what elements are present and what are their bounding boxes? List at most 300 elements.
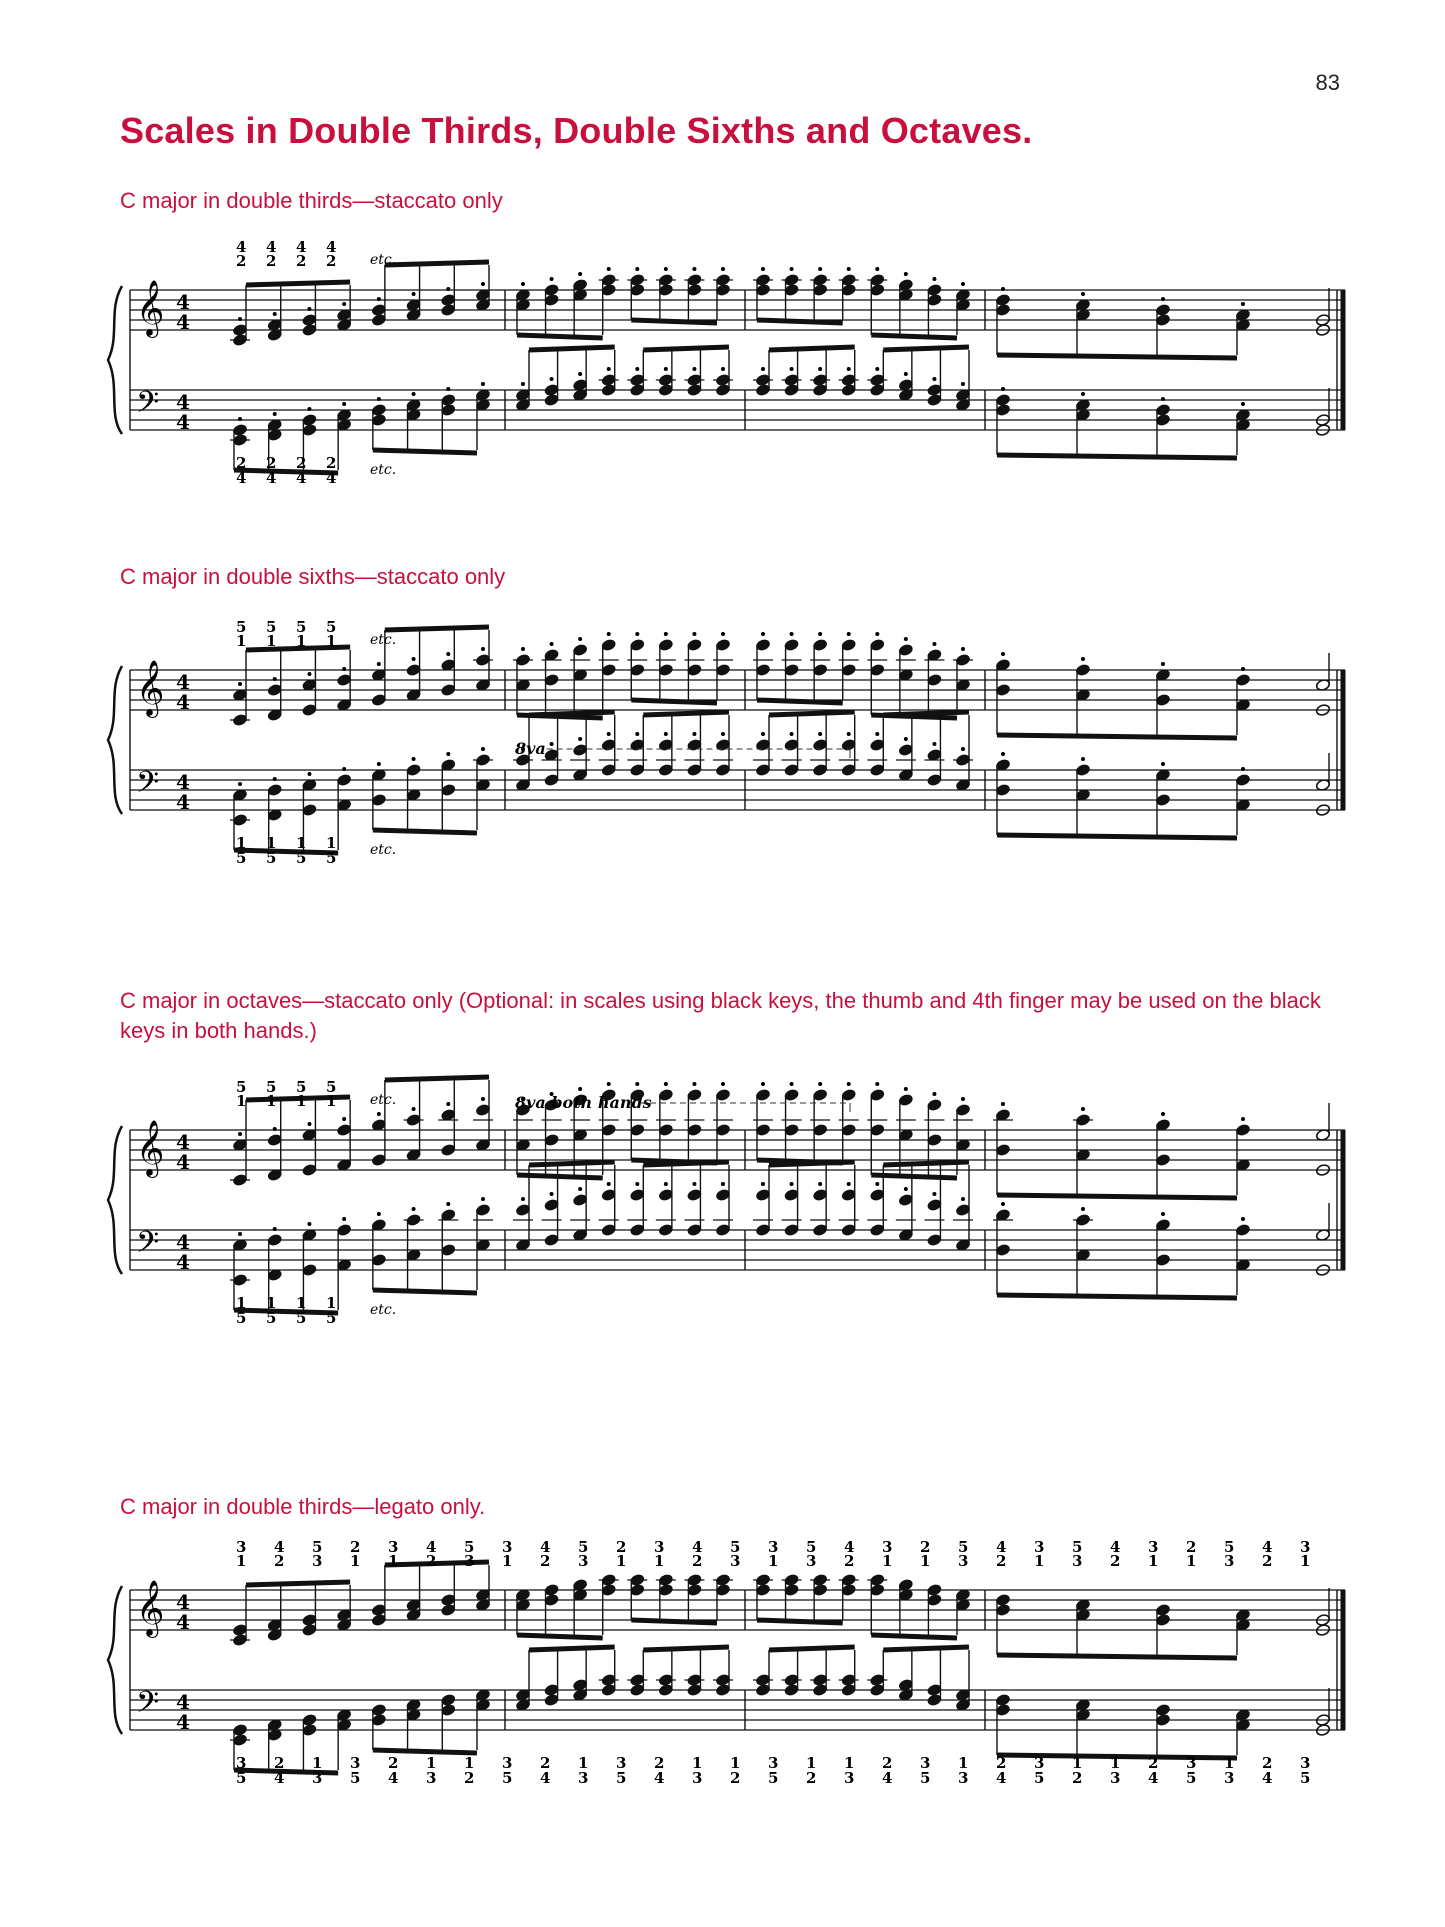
fingering-bottom: 4 <box>274 1769 285 1787</box>
etc-mark: etc. <box>370 1302 397 1318</box>
staccato-dot <box>818 1182 822 1186</box>
staccato-dot <box>342 667 346 671</box>
staccato-dot <box>790 1182 794 1186</box>
fingering-top: 1 <box>350 1552 361 1570</box>
staccato-dot <box>761 732 765 736</box>
fingering-top: 5 <box>312 1538 323 1556</box>
staccato-dot <box>550 377 554 381</box>
staccato-dot <box>721 632 725 636</box>
staccato-dot <box>1161 662 1165 666</box>
fingering-top: 4 <box>236 238 247 256</box>
beam <box>871 335 957 338</box>
staccato-dot <box>273 312 277 316</box>
fingering-bottom: 1 <box>464 1754 475 1772</box>
fingering-bottom: 5 <box>1300 1769 1311 1787</box>
fingering-top: 3 <box>654 1538 665 1556</box>
caption-thirds-staccato: C major in double thirds—staccato only <box>120 188 503 213</box>
staccato-dot <box>1241 1217 1245 1221</box>
fingering-bottom: 3 <box>1300 1754 1311 1772</box>
fingering-top: 3 <box>806 1552 817 1570</box>
staccato-dot <box>273 777 277 781</box>
fingering-top: 5 <box>266 618 277 636</box>
beam <box>517 1635 603 1638</box>
staccato-dot <box>721 367 725 371</box>
staccato-dot <box>1161 1112 1165 1116</box>
beam <box>997 1295 1237 1298</box>
time-signature-bottom: 4 <box>176 310 190 334</box>
fingering-top: 2 <box>692 1552 703 1570</box>
time-signature-bottom: 4 <box>176 1610 190 1634</box>
fingering-bottom: 5 <box>350 1769 361 1787</box>
staccato-dot <box>1001 752 1005 756</box>
staccato-dot <box>932 1192 936 1196</box>
score-thirds-staccato <box>100 220 1350 487</box>
fingering-top: 3 <box>1300 1538 1311 1556</box>
fingering-bottom: 1 <box>296 1294 307 1312</box>
fingering-top: 3 <box>464 1552 475 1570</box>
fingering-top: 3 <box>502 1538 513 1556</box>
fingering-bottom: 3 <box>1186 1754 1197 1772</box>
fingering-top: 5 <box>326 1078 337 1096</box>
treble-clef-icon: 𝄞 <box>136 280 165 336</box>
staccato-dot <box>1241 402 1245 406</box>
time-signature-bottom: 4 <box>176 1250 190 1274</box>
fingering-top: 3 <box>1072 1552 1083 1570</box>
staccato-dot <box>1241 667 1245 671</box>
fingering-bottom: 1 <box>326 834 337 852</box>
fingering-bottom: 4 <box>1262 1769 1273 1787</box>
staccato-dot <box>692 1082 696 1086</box>
beam <box>631 700 717 703</box>
staccato-dot <box>932 642 936 646</box>
staccato-dot <box>238 417 242 421</box>
fingering-bottom: 3 <box>426 1769 437 1787</box>
fingering-top: 3 <box>768 1538 779 1556</box>
staccato-dot <box>481 382 485 386</box>
staccato-dot <box>578 272 582 276</box>
brace <box>108 286 122 434</box>
staccato-dot <box>412 292 416 296</box>
fingering-top: 1 <box>654 1552 665 1570</box>
fingering-bottom: 3 <box>616 1754 627 1772</box>
staccato-dot <box>481 282 485 286</box>
fingering-bottom: 5 <box>296 849 307 867</box>
staccato-dot <box>961 282 965 286</box>
fingering-bottom: 1 <box>266 834 277 852</box>
fingering-bottom: 3 <box>1034 1754 1045 1772</box>
staccato-dot <box>307 672 311 676</box>
staccato-dot <box>238 1232 242 1236</box>
staccato-dot <box>847 732 851 736</box>
staccato-dot <box>961 1197 965 1201</box>
staccato-dot <box>721 1182 725 1186</box>
beam <box>373 1750 477 1753</box>
staccato-dot <box>1081 657 1085 661</box>
fingering-top: 2 <box>274 1552 285 1570</box>
fingering-top: 5 <box>578 1538 589 1556</box>
fingering-top: 4 <box>266 238 277 256</box>
fingering-bottom: 1 <box>326 1294 337 1312</box>
staccato-dot <box>578 1187 582 1191</box>
beam <box>529 347 615 350</box>
beam <box>769 712 855 715</box>
staccato-dot <box>790 1082 794 1086</box>
beam <box>246 1582 350 1585</box>
staccato-dot <box>446 1202 450 1206</box>
staccato-dot <box>342 302 346 306</box>
fingering-top: 1 <box>1034 1552 1045 1570</box>
staccato-dot <box>1081 1107 1085 1111</box>
fingering-top: 5 <box>236 618 247 636</box>
beam <box>234 470 338 473</box>
fingering-top: 4 <box>844 1538 855 1556</box>
fingering-top: 1 <box>326 632 337 650</box>
bass-clef-icon: 𝄢 <box>136 1226 160 1267</box>
staccato-dot <box>377 762 381 766</box>
fingering-bottom: 3 <box>844 1769 855 1787</box>
beam <box>769 1647 855 1650</box>
fingering-bottom: 1 <box>806 1754 817 1772</box>
bass-clef-icon: 𝄢 <box>136 386 160 427</box>
staccato-dot <box>550 277 554 281</box>
fingering-bottom: 1 <box>692 1754 703 1772</box>
fingering-top: 1 <box>920 1552 931 1570</box>
beam <box>517 1175 603 1178</box>
staccato-dot <box>377 397 381 401</box>
fingering-top: 5 <box>806 1538 817 1556</box>
staccato-dot <box>446 752 450 756</box>
staccato-dot <box>607 1082 611 1086</box>
staccato-dot <box>550 642 554 646</box>
time-signature-top: 4 <box>176 1690 190 1714</box>
staccato-dot <box>904 637 908 641</box>
staccato-dot <box>692 732 696 736</box>
staccato-dot <box>664 367 668 371</box>
staccato-dot <box>377 1212 381 1216</box>
fingering-bottom: 3 <box>312 1769 323 1787</box>
fingering-top: 3 <box>1224 1552 1235 1570</box>
staccato-dot <box>904 372 908 376</box>
fingering-bottom: 3 <box>236 1754 247 1772</box>
fingering-top: 1 <box>296 1092 307 1110</box>
fingering-bottom: 4 <box>236 469 247 487</box>
time-signature-top: 4 <box>176 1590 190 1614</box>
fingering-top: 5 <box>958 1538 969 1556</box>
beam <box>643 347 729 350</box>
staccato-dot <box>578 1087 582 1091</box>
staccato-dot <box>932 277 936 281</box>
page-title: Scales in Double Thirds, Double Sixths and Octaves. <box>120 110 1033 151</box>
staccato-dot <box>607 367 611 371</box>
fingering-top: 1 <box>236 632 247 650</box>
fingering-top: 1 <box>236 1092 247 1110</box>
staccato-dot <box>692 1182 696 1186</box>
fingering-top: 2 <box>920 1538 931 1556</box>
fingering-bottom: 5 <box>236 1309 247 1327</box>
fingering-bottom: 2 <box>388 1754 399 1772</box>
fingering-top: 5 <box>730 1538 741 1556</box>
fingering-top: 2 <box>350 1538 361 1556</box>
staccato-dot <box>412 1107 416 1111</box>
fingering-top: 2 <box>616 1538 627 1556</box>
staccato-dot <box>904 1187 908 1191</box>
time-signature-bottom: 4 <box>176 410 190 434</box>
staccato-dot <box>377 1112 381 1116</box>
staccato-dot <box>412 657 416 661</box>
fingering-top: 4 <box>996 1538 1007 1556</box>
fingering-bottom: 5 <box>236 1769 247 1787</box>
staccato-dot <box>664 632 668 636</box>
staccato-dot <box>607 632 611 636</box>
staccato-dot <box>307 407 311 411</box>
etc-mark: etc. <box>370 842 397 858</box>
staccato-dot <box>1081 1207 1085 1211</box>
fingering-top: 2 <box>1186 1538 1197 1556</box>
staccato-dot <box>377 662 381 666</box>
staccato-dot <box>721 1082 725 1086</box>
beam <box>883 1647 969 1650</box>
fingering-bottom: 5 <box>920 1769 931 1787</box>
staccato-dot <box>521 282 525 286</box>
beam <box>643 1647 729 1650</box>
staccato-dot <box>761 1182 765 1186</box>
fingering-bottom: 1 <box>1072 1754 1083 1772</box>
fingering-top: 4 <box>540 1538 551 1556</box>
fingering-bottom: 4 <box>882 1769 893 1787</box>
fingering-bottom: 5 <box>266 1309 277 1327</box>
fingering-bottom: 5 <box>616 1769 627 1787</box>
beam <box>883 347 969 350</box>
fingering-bottom: 3 <box>768 1754 779 1772</box>
staccato-dot <box>790 632 794 636</box>
fingering-bottom: 3 <box>958 1769 969 1787</box>
fingering-bottom: 2 <box>274 1754 285 1772</box>
beam <box>234 1310 338 1313</box>
staccato-dot <box>342 767 346 771</box>
staccato-dot <box>818 632 822 636</box>
fingering-top: 5 <box>464 1538 475 1556</box>
beam <box>883 712 969 715</box>
beam <box>529 712 615 715</box>
fingering-top: 1 <box>502 1552 513 1570</box>
fingering-top: 2 <box>1110 1552 1121 1570</box>
fingering-bottom: 4 <box>296 469 307 487</box>
score-thirds-legato <box>100 1520 1350 1787</box>
fingering-top: 1 <box>236 1552 247 1570</box>
staccato-dot <box>847 632 851 636</box>
staccato-dot <box>847 267 851 271</box>
score-sixths-staccato <box>100 600 1350 867</box>
fingering-bottom: 4 <box>654 1769 665 1787</box>
fingering-top: 3 <box>958 1552 969 1570</box>
staccato-dot <box>550 1192 554 1196</box>
fingering-top: 4 <box>296 238 307 256</box>
staccato-dot <box>1001 1102 1005 1106</box>
etc-mark: etc. <box>370 462 397 478</box>
fingering-bottom: 3 <box>1110 1769 1121 1787</box>
staccato-dot <box>273 1127 277 1131</box>
fingering-bottom: 5 <box>296 1309 307 1327</box>
staccato-dot <box>1161 397 1165 401</box>
fingering-bottom: 1 <box>236 834 247 852</box>
fingering-bottom: 5 <box>326 1309 337 1327</box>
fingering-bottom: 1 <box>958 1754 969 1772</box>
staccato-dot <box>521 382 525 386</box>
fingering-bottom: 5 <box>768 1769 779 1787</box>
etc-mark: etc. <box>370 632 397 648</box>
caption-octaves-staccato: C major in octaves—staccato only (Optional: in scales using black keys, the thumb and 4th finger may be used on the black keys in both hands.) <box>120 988 1321 1043</box>
staccato-dot <box>412 757 416 761</box>
fingering-top: 2 <box>326 252 337 270</box>
staccato-dot <box>1161 762 1165 766</box>
fingering-top: 1 <box>266 632 277 650</box>
time-signature-top: 4 <box>176 390 190 414</box>
staccato-dot <box>875 1082 879 1086</box>
fingering-top: 2 <box>236 252 247 270</box>
fingering-top: 2 <box>996 1552 1007 1570</box>
staccato-dot <box>664 267 668 271</box>
staccato-dot <box>1081 392 1085 396</box>
staccato-dot <box>1161 1212 1165 1216</box>
staccato-dot <box>875 632 879 636</box>
staccato-dot <box>875 367 879 371</box>
staccato-dot <box>578 372 582 376</box>
page-number: 83 <box>1315 70 1340 95</box>
staccato-dot <box>875 1182 879 1186</box>
fingering-top: 4 <box>1110 1538 1121 1556</box>
beam <box>997 1655 1237 1658</box>
staccato-dot <box>904 272 908 276</box>
fingering-bottom: 5 <box>502 1769 513 1787</box>
fingering-bottom: 5 <box>236 849 247 867</box>
staccato-dot <box>1241 302 1245 306</box>
fingering-bottom: 1 <box>1110 1754 1121 1772</box>
staccato-dot <box>238 682 242 686</box>
staccato-dot <box>481 1097 485 1101</box>
fingering-top: 3 <box>882 1538 893 1556</box>
fingering-bottom: 3 <box>920 1754 931 1772</box>
fingering-top: 4 <box>274 1538 285 1556</box>
fingering-bottom: 2 <box>806 1769 817 1787</box>
staccato-dot <box>342 402 346 406</box>
staccato-dot <box>847 1182 851 1186</box>
fingering-top: 3 <box>312 1552 323 1570</box>
staccato-dot <box>961 747 965 751</box>
staccato-dot <box>273 412 277 416</box>
beam <box>769 1162 855 1165</box>
staccato-dot <box>307 1122 311 1126</box>
staccato-dot <box>692 267 696 271</box>
beam <box>997 455 1237 458</box>
staccato-dot <box>932 377 936 381</box>
score-svg <box>100 1520 1350 1787</box>
staccato-dot <box>904 1087 908 1091</box>
staccato-dot <box>273 1227 277 1231</box>
fingering-top: 5 <box>1224 1538 1235 1556</box>
fingering-bottom: 1 <box>1224 1754 1235 1772</box>
fingering-bottom: 2 <box>464 1769 475 1787</box>
beam <box>385 627 489 630</box>
staccato-dot <box>692 367 696 371</box>
fingering-top: 3 <box>236 1538 247 1556</box>
fingering-top: 1 <box>768 1552 779 1570</box>
staccato-dot <box>481 647 485 651</box>
staccato-dot <box>446 1102 450 1106</box>
fingering-top: 3 <box>1034 1538 1045 1556</box>
fingering-bottom: 2 <box>654 1754 665 1772</box>
time-signature-top: 4 <box>176 1130 190 1154</box>
staccato-dot <box>635 267 639 271</box>
beam <box>997 355 1237 358</box>
bass-clef-icon: 𝄢 <box>136 1686 160 1727</box>
time-signature-top: 4 <box>176 1230 190 1254</box>
fingering-top: 5 <box>236 1078 247 1096</box>
score-svg <box>100 220 1350 487</box>
fingering-bottom: 1 <box>296 834 307 852</box>
staccato-dot <box>238 1132 242 1136</box>
staccato-dot <box>446 652 450 656</box>
beam <box>246 282 350 285</box>
staccato-dot <box>578 637 582 641</box>
fingering-top: 3 <box>1148 1538 1159 1556</box>
beam <box>517 335 603 338</box>
brace <box>108 666 122 814</box>
staccato-dot <box>307 307 311 311</box>
fingering-top: 1 <box>296 632 307 650</box>
fingering-bottom: 2 <box>1148 1754 1159 1772</box>
staccato-dot <box>635 367 639 371</box>
fingering-bottom: 3 <box>692 1769 703 1787</box>
staccato-dot <box>790 732 794 736</box>
fingering-top: 5 <box>1072 1538 1083 1556</box>
staccato-dot <box>342 1217 346 1221</box>
staccato-dot <box>377 297 381 301</box>
fingering-bottom: 2 <box>1072 1769 1083 1787</box>
octave-mark: 8va both hands <box>515 1093 652 1112</box>
fingering-bottom: 2 <box>882 1754 893 1772</box>
fingering-top: 2 <box>426 1552 437 1570</box>
fingering-bottom: 1 <box>730 1754 741 1772</box>
staccato-dot <box>664 1182 668 1186</box>
staccato-dot <box>481 1197 485 1201</box>
fingering-bottom: 5 <box>326 849 337 867</box>
fingering-bottom: 5 <box>1034 1769 1045 1787</box>
fingering-bottom: 2 <box>996 1754 1007 1772</box>
staccato-dot <box>818 267 822 271</box>
beam <box>883 1162 969 1165</box>
staccato-dot <box>1001 387 1005 391</box>
fingering-top: 2 <box>266 252 277 270</box>
fingering-bottom: 4 <box>266 469 277 487</box>
fingering-bottom: 4 <box>1148 1769 1159 1787</box>
time-signature-bottom: 4 <box>176 790 190 814</box>
beam <box>769 347 855 350</box>
beam <box>373 1290 477 1293</box>
staccato-dot <box>818 367 822 371</box>
staccato-dot <box>412 392 416 396</box>
treble-clef-icon: 𝄞 <box>136 1580 165 1636</box>
beam <box>871 1635 957 1638</box>
caption-sixths-staccato: C major in double sixths—staccato only <box>120 564 506 589</box>
staccato-dot <box>932 1092 936 1096</box>
fingering-top: 2 <box>296 252 307 270</box>
fingering-top: 1 <box>1148 1552 1159 1570</box>
caption-thirds-legato: C major in double thirds—legato only. <box>120 1494 486 1519</box>
fingering-bottom: 2 <box>730 1769 741 1787</box>
staccato-dot <box>635 1182 639 1186</box>
staccato-dot <box>1001 652 1005 656</box>
staccato-dot <box>961 647 965 651</box>
